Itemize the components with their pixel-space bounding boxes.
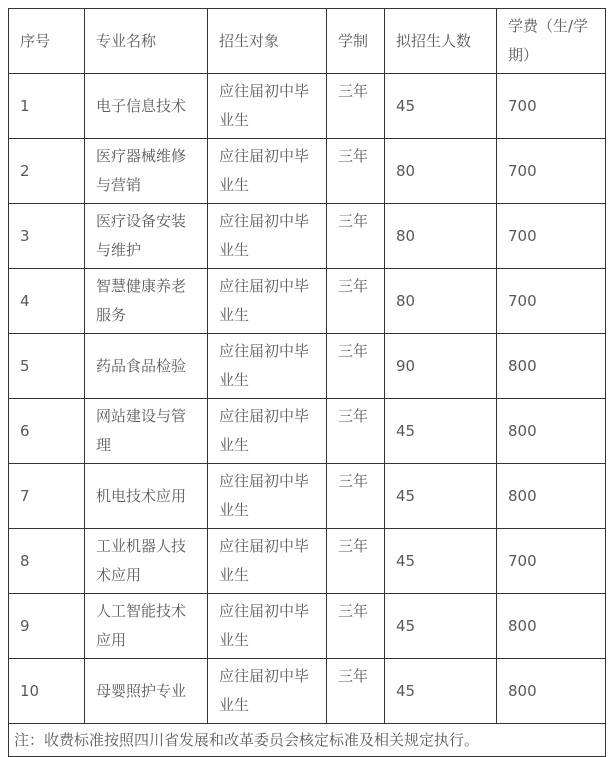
table-row [9,594,606,659]
cell-duration: 三年 [327,269,385,334]
table-note: 注：收费标准按照四川省发展和改革委员会核定标准及相关规定执行。 [9,724,606,757]
cell-no: 2 [9,139,85,204]
header-duration: 学制 [327,9,385,74]
cell-major: 机电技术应用 [85,464,208,529]
enrollment-plan-table [8,8,606,757]
cell-major: 药品食品检验 [85,334,208,399]
cell-planned: 80 [385,204,497,269]
cell-tuition: 800 [497,594,606,659]
cell-major: 人工智能技术应用 [85,594,208,659]
header-tuition: 学费（生/学期） [497,9,606,74]
cell-no: 5 [9,334,85,399]
cell-no: 4 [9,269,85,334]
cell-target: 应往届初中毕业生 [208,464,327,529]
cell-duration: 三年 [327,204,385,269]
cell-target: 应往届初中毕业生 [208,529,327,594]
table-row [9,139,606,204]
cell-planned: 45 [385,594,497,659]
table-row [9,204,606,269]
cell-no: 7 [9,464,85,529]
cell-tuition: 800 [497,399,606,464]
cell-duration: 三年 [327,139,385,204]
cell-major: 母婴照护专业 [85,659,208,724]
cell-major: 网站建设与管理 [85,399,208,464]
cell-planned: 45 [385,74,497,139]
cell-duration: 三年 [327,594,385,659]
cell-target: 应往届初中毕业生 [208,204,327,269]
cell-major: 智慧健康养老服务 [85,269,208,334]
table-row [9,464,606,529]
cell-target: 应往届初中毕业生 [208,334,327,399]
cell-no: 9 [9,594,85,659]
table-row [9,74,606,139]
header-no: 序号 [9,9,85,74]
cell-duration: 三年 [327,464,385,529]
table-header-row [9,9,606,74]
cell-target: 应往届初中毕业生 [208,594,327,659]
cell-major: 医疗器械维修与营销 [85,139,208,204]
cell-target: 应往届初中毕业生 [208,399,327,464]
cell-tuition: 700 [497,74,606,139]
cell-no: 6 [9,399,85,464]
cell-planned: 80 [385,269,497,334]
cell-major: 电子信息技术 [85,74,208,139]
cell-target: 应往届初中毕业生 [208,74,327,139]
cell-target: 应往届初中毕业生 [208,139,327,204]
cell-planned: 45 [385,529,497,594]
cell-no: 10 [9,659,85,724]
table-row [9,529,606,594]
cell-duration: 三年 [327,334,385,399]
cell-tuition: 700 [497,529,606,594]
cell-planned: 90 [385,334,497,399]
cell-target: 应往届初中毕业生 [208,659,327,724]
cell-tuition: 700 [497,269,606,334]
cell-major: 医疗设备安装与维护 [85,204,208,269]
cell-duration: 三年 [327,659,385,724]
cell-target: 应往届初中毕业生 [208,269,327,334]
cell-duration: 三年 [327,399,385,464]
table-row [9,659,606,724]
cell-tuition: 800 [497,464,606,529]
cell-tuition: 800 [497,659,606,724]
cell-duration: 三年 [327,529,385,594]
cell-tuition: 700 [497,139,606,204]
header-major: 专业名称 [85,9,208,74]
table-row [9,399,606,464]
cell-planned: 45 [385,399,497,464]
cell-planned: 45 [385,464,497,529]
cell-duration: 三年 [327,74,385,139]
header-planned: 拟招生人数 [385,9,497,74]
cell-tuition: 800 [497,334,606,399]
table-row [9,269,606,334]
cell-planned: 45 [385,659,497,724]
cell-major: 工业机器人技术应用 [85,529,208,594]
cell-planned: 80 [385,139,497,204]
cell-no: 1 [9,74,85,139]
cell-no: 8 [9,529,85,594]
header-target: 招生对象 [208,9,327,74]
table-row [9,334,606,399]
cell-no: 3 [9,204,85,269]
table-note-row [9,724,606,757]
cell-tuition: 700 [497,204,606,269]
